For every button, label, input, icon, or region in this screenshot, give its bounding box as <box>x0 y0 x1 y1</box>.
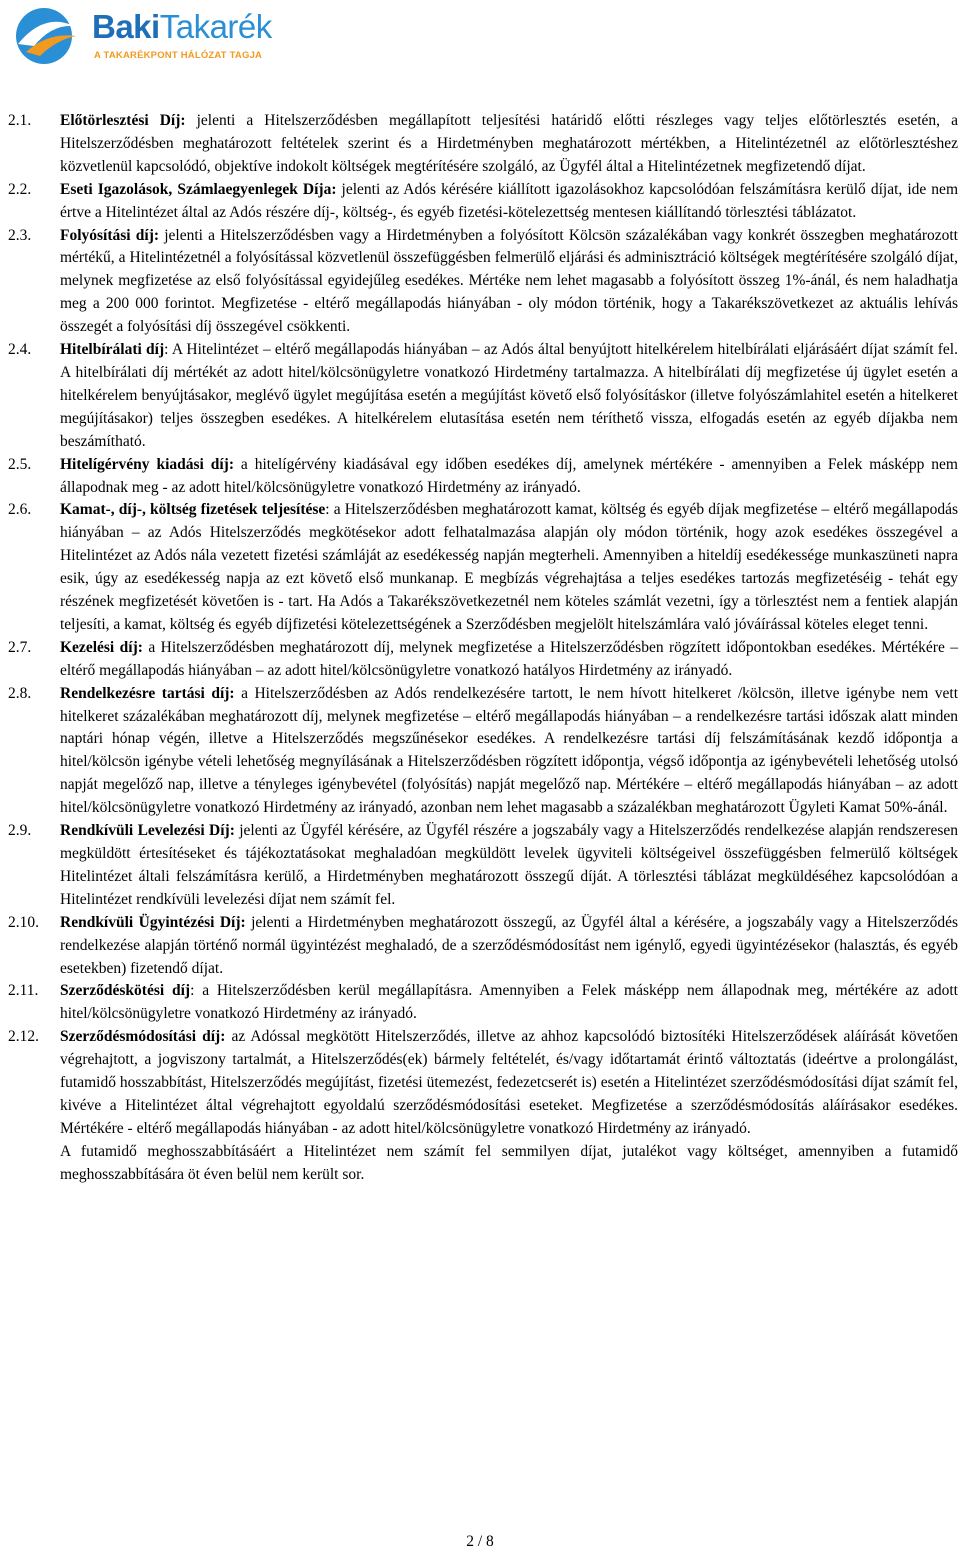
section-definition: az Adóssal megkötött Hitelszerződés, illetve az ahhoz kapcsolódó biztosítéki Hitelszerződések aláírását követően végrehajtott, a jogviszony tartalmát, a Hitelszerződés(ek) bármely feltételét, és/vagy időtartamát érintő változtatás (ideértve a prolongálást, futamidő hosszabbítást, Hitelszerződés megújítást, fizetési ütemezést, fedezetcserét is) esetén a Hitelintézet szerződésmódosítási díjat számít fel, kivéve a Hitelintézet által végrehajtott egyoldalú szerződésmódosítási eseteket. Megfizetése a szerződésmódosítás aláírásakor esedékes. Mértékére - eltérő megállapodás hiányában - az adott hitel/kölcsönügyletre vonatkozó Hirdetmény az irányadó. <box>60 1028 958 1137</box>
section-2-10 <box>8 912 958 981</box>
section-2-2 <box>8 179 958 225</box>
section-text <box>60 1026 958 1141</box>
section-term: Kezelési díj: <box>60 638 143 656</box>
bakitakarek-logo <box>8 6 278 70</box>
section-definition: jelenti a Hirdetményben meghatározott összegű, az Ügyfél által a kérésére, a jogszabály vagy a Hitelszerződés rendelkezése alapján történő normál ügyintézést meghaladó, de a szerződésmódosítást nem igénylő, egyedi ügyintézésekor (halasztás, és egyéb esetekben) fizetendő díjat. <box>60 913 958 977</box>
section-2-5 <box>8 454 958 500</box>
section-definition: a Hitelszerződésben az Adós rendelkezésére tartott, le nem hívott hitelkeret /kölcsön, illetve igénybe nem vett hitelkeret százalékában meghatározott díj, melynek megfizetése – eltérő megállapodás hiányában – a rendelkezésre tartási időszak alatt minden naptári hónap végén, illetve a Hitelszerződés megszűnésekor esedékes. A rendelkezésre tartási díj felszámításának kezdő időpontja a hitel/kölcsön igénybe vételi lehetőség megnyílásának a Hitelszerződésben rögzített időpontja, végső időpontja az igénybevételi lehetőség utolsó napját megelőző nap, illetve a tényleges igénybevétel (folyósítás) napját megelőző nap. Mértékére – eltérő megállapodás hiányában – az adott hitel/kölcsönügyletre vonatkozó Hirdetmény az irányadó, azonban nem lehet magasabb a százalékban meghatározott Ügyleti Kamat 50%-ánál. <box>60 684 959 817</box>
section-number: 2.11. <box>8 982 39 1000</box>
section-text <box>60 499 958 636</box>
section-text <box>60 339 958 454</box>
logo-brand-rest: Takarék <box>159 8 272 45</box>
section-term: Folyósítási díj: <box>60 226 160 244</box>
section-2-7 <box>8 637 958 683</box>
section-definition: jelenti a Hitelszerződésben megállapított teljesítési határidő előtti részleges vagy teljes előtörlesztés esetén, a Hitelszerződésben meghatározott feltételek szerint és a Hirdetményben meghatározott mértékben, a Hitelintézetnél az előtörlesztéshez közvetlenül kapcsolódó, objektíve indokolt költségek megtérítésére szolgáló, az Ügyfél által a Hitelintézetnek megfizetendő díjat. <box>60 112 958 175</box>
section-text <box>60 110 958 179</box>
section-definition: : a Hitelszerződésben kerül megállapításra. Amennyiben a Felek másképp nem állapodnak meg, mértékére az adott hitel/kölcsönügyletre vonatkozó Hirdetmény az irányadó. <box>60 982 958 1023</box>
section-text <box>60 912 958 981</box>
section-term: Szerződésmódosítási díj: <box>60 1028 226 1046</box>
section-2-8 <box>8 683 958 820</box>
logo-emblem-icon <box>8 6 88 68</box>
section-number: 2.9. <box>8 822 32 840</box>
section-term: Eseti Igazolások, Számlaegyenlegek Díja: <box>60 180 337 198</box>
section-text <box>60 820 958 912</box>
section-number: 2.12. <box>8 1028 39 1046</box>
section-2-4 <box>8 339 958 454</box>
page-number: 2 / 8 <box>466 1533 494 1550</box>
section-term: Kamat-, díj-, költség fizetések teljesítése <box>60 501 326 519</box>
section-number: 2.7. <box>8 638 32 656</box>
logo-tagline: A TAKARÉKPONT HÁLÓZAT TAGJA <box>94 50 263 61</box>
section-term: Hitelbírálati díj <box>60 341 165 359</box>
section-text <box>60 980 958 1026</box>
section-number: 2.5. <box>8 455 32 473</box>
section-number: 2.8. <box>8 684 32 702</box>
extension-paragraph: A futamidő meghosszabbításáért a Hitelintézet nem számít fel semmilyen díjat, jutalékot vagy költséget, amennyiben a futamidő meghosszabbítására öt éven belül nem került sor. <box>60 1142 958 1183</box>
logo-wordmark <box>92 8 272 46</box>
logo-brand-bold: Baki <box>92 8 160 45</box>
section-definition: a Hitelszerződésben meghatározott díj, melynek megfizetése a Hitelszerződésben rögzített időpontokban esedékes. Mértékére – eltérő megállapodás hiányában – az adott hitel/kölcsönügyletre vonatkozó hatályos Hirdetmény az irányadó. <box>60 638 958 679</box>
section-number: 2.3. <box>8 226 32 244</box>
section-2-11 <box>8 980 958 1026</box>
section-text <box>60 637 958 683</box>
section-2-6 <box>8 499 958 636</box>
section-term: Előtörlesztési Díj: <box>60 112 186 129</box>
section-number: 2.4. <box>8 341 32 359</box>
section-text <box>60 454 958 500</box>
section-2-9 <box>8 820 958 912</box>
section-definition: : a Hitelszerződésben meghatározott kamat, költség és egyéb díjak megfizetése – eltérő megállapodás hiányában – az Adós Hitelszerződés megkötésekor adott felhatalmazása alapján oly módon történik, hogy azok esedékes összegével a Hitelintézet az Adós nála vezetett fizetési számláját az esedékesség napján megterheli. Amennyiben a hiteldíj esedékessége munkaszüneti napra esik, úgy az esedékesség napja az ezt követő első munkanap. E megbízás végrehajtása a teljes esedékes tartozás megfizetéséig - tehát egy részének megfizetését követően is - tart. Ha Adós a Takarékszövetkezetnél nem köteles számlát vezetni, így a törlesztést nem a fentiek alapján teljesíti, a kamat, költség és egyéb díjfizetési kötelezettségének a Szerződésben megjelölt hitelszámlára való jóváírással köteles eleget tenni. <box>60 501 958 633</box>
section-number: 2.1. <box>8 112 32 129</box>
section-number: 2.6. <box>8 501 32 519</box>
section-term: Rendelkezésre tartási díj: <box>60 684 235 702</box>
section-definition: jelenti az Adós kérésére kiállított igazolásokhoz kapcsolódóan felszámításra kerülő díjat, ide nem értve a Hitelintézet által az Adós részére díj-, költség-, és egyéb fizetési-kötelezettség mentesen kiállítandó törlesztési táblázatot. <box>60 180 958 221</box>
section-number: 2.10. <box>8 913 39 931</box>
section-2-3 <box>8 225 958 340</box>
section-number: 2.2. <box>8 180 32 198</box>
section-definition: : A Hitelintézet – eltérő megállapodás hiányában – az Adós által benyújtott hitelkérelem hitelbírálati eljárásáért díjat számít fel. A hitelbírálati díj mértékét az adott hitel/kölcsönügyletre vonatkozó Hirdetmény tartalmazza. A hitelbírálati díj megfizetése új ügylet esetén a hitelkérelem benyújtásakor, meglévő ügylet megújítása esetén a megújítást követő első folyósításkor (illetve folyószámlahitel esetén a hitelkeret megújításakor) teljes összegben esedékes. A hitelkérelem elutasítása esetén nem téríthető vissza, elfogadás esetén az egyéb díjakba nem beszámítható. <box>60 341 958 450</box>
section-term: Rendkívüli Ügyintézési Díj: <box>60 913 246 931</box>
section-definition: jelenti a Hitelszerződésben vagy a Hirdetményben a folyósított Kölcsön százalékában vagy konkrét összegben meghatározott mértékű, a Hitelintézetnél a folyósítással közvetlenül összefüggésben felmerülő eljárási és adminisztráció költségek megtérítésére szolgáló díjat, melynek megfizetése az első folyósítással egyidejűleg esedékes. Mértéke nem lehet magasabb a folyósított összeg 1%-ánál, és nem haladhatja meg a 200 000 forintot. Megfizetése - eltérő megállapodás hiányában - oly módon történik, hogy a Takarékszövetkezet az aktuális lehívás összegét a folyósítási díj összegével csökkenti. <box>60 226 958 336</box>
section-definition: jelenti az Ügyfél kérésére, az Ügyfél részére a jogszabály vagy a Hitelszerződés rendelkezése alapján rendszeresen megküldött értesítéseket és tájékoztatásokat meghaladóan megküldött levelek ügyviteli költségeivel összefüggésben felmerülő költségek Hitelintézet általi felszámításra kerülő, a Hirdetményben meghatározott összegű díját. A törlesztési táblázat megküldéséhez kapcsolódóan a Hitelintézet rendkívüli levelezési díjat nem számít fel. <box>60 822 958 908</box>
document-body <box>8 110 958 1187</box>
section-text <box>60 179 958 225</box>
section-term: Szerződéskötési díj <box>60 982 191 1000</box>
section-definition: a hitelígérvény kiadásával egy időben esedékes díj, amelynek mértékére - amennyiben a Felek másképp nem állapodnak meg - az adott hitel/kölcsönügyletre vonatkozó Hirdetmény az irányadó. <box>60 455 958 496</box>
section-text <box>60 683 958 820</box>
section-term: Rendkívüli Levelezési Díj: <box>60 822 235 840</box>
section-text <box>60 225 958 340</box>
section-2-1 <box>8 110 958 179</box>
section-2-12 <box>8 1026 958 1141</box>
section-term: Hitelígérvény kiadási díj: <box>60 455 235 473</box>
